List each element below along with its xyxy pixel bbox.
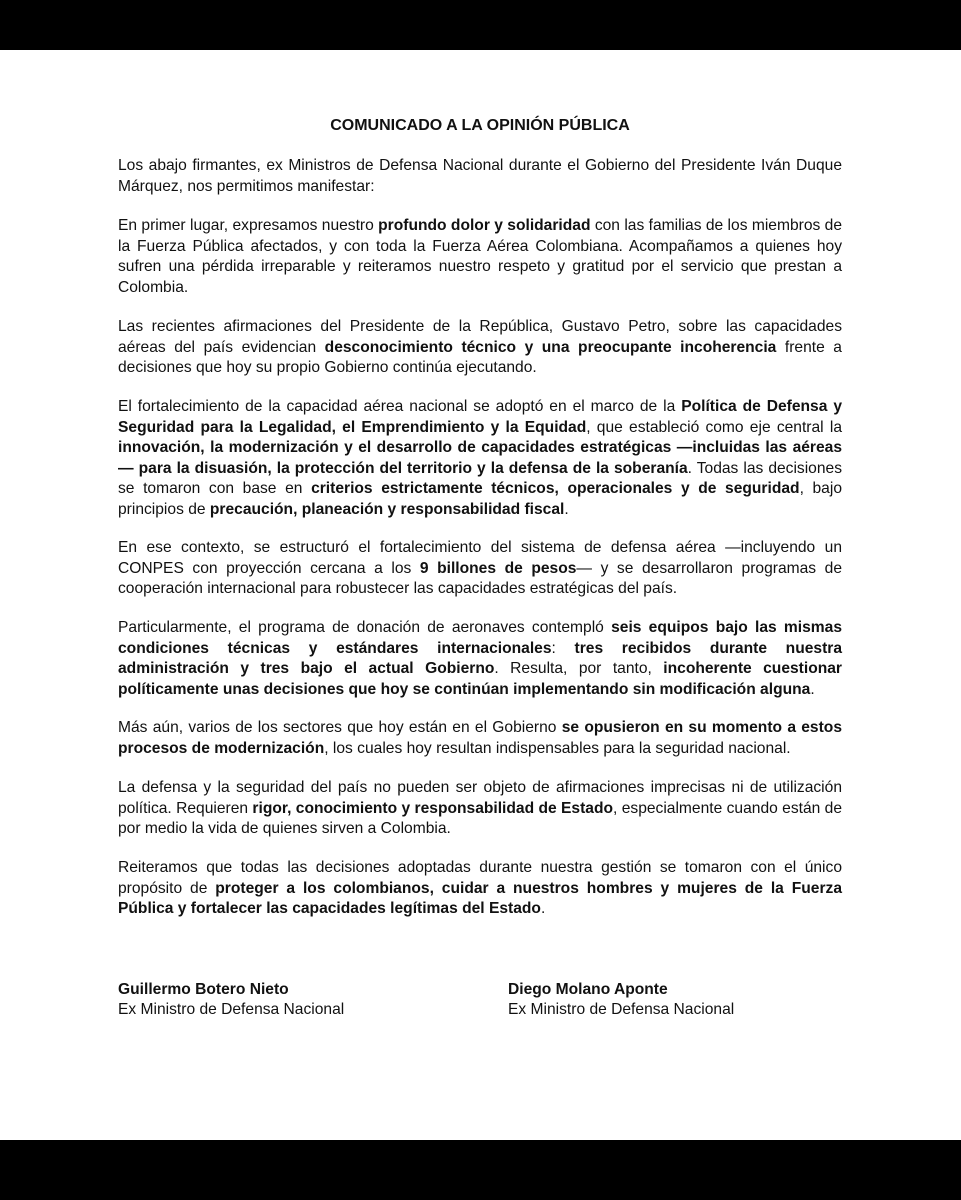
bold-text: seis equipos bajo las mismas condiciones técnicas y estándares internacionales <box>118 619 842 657</box>
paragraph-aircraft-donation <box>118 618 842 700</box>
signatory-1 <box>118 980 344 1020</box>
text-run: Las recientes afirmaciones del Presidente de la República, Gustavo Petro, sobre las capacidades aéreas del país evidencian <box>118 318 842 356</box>
text-run: , que estableció como eje central la <box>586 418 842 436</box>
paragraph-closing <box>118 858 842 920</box>
paragraph-intro <box>118 156 842 197</box>
text-run: , especialmente cuando están de por medio la vida de quienes sirven a Colombia. <box>118 799 843 837</box>
text-run: : <box>551 639 575 657</box>
text-run: Los abajo firmantes, ex Ministros de Defensa Nacional durante el Gobierno del Presidente Iván Duque Márquez, nos permitimos manifestar: <box>118 157 842 195</box>
signatory-1-name: Guillermo Botero Nieto <box>118 981 289 998</box>
text-run: . <box>564 500 569 518</box>
bold-text: innovación, la modernización y el desarrollo de capacidades estratégicas —incluidas las aéreas— para la disuasión, la protección del territorio y la defensa de la soberanía <box>118 439 842 477</box>
text-run: — y se desarrollaron programas de cooperación internacional para robustecer las capacidades estratégicas del país. <box>118 559 842 597</box>
text-run: . <box>810 680 815 698</box>
text-run: En ese contexto, se estructuró el fortalecimiento del sistema de defensa aérea —incluyendo un CONPES con proyección cercana a los <box>118 539 842 577</box>
document-page <box>0 50 961 1140</box>
bold-text: precaución, planeación y responsabilidad fiscal <box>209 500 565 518</box>
text-run: , los cuales hoy resultan indispensables para la seguridad nacional. <box>324 739 791 757</box>
text-run: . <box>540 900 546 917</box>
text-run: Más aún, varios de los sectores que hoy están en el Gobierno <box>118 719 562 736</box>
bold-text: Política de Defensa y Seguridad para la Legalidad, el Emprendimiento y la Equidad <box>118 398 842 436</box>
text-run: . Resulta, por tanto, <box>494 660 664 677</box>
document-title: COMUNICADO A LA OPINIÓN PÚBLICA <box>330 117 630 134</box>
text-run: . Todas las decisiones se tomaron con base en <box>118 459 842 497</box>
bold-text: desconocimiento técnico y una preocupante incoherencia <box>324 338 777 356</box>
signatory-2-name: Diego Molano Aponte <box>508 981 668 998</box>
paragraph-condolences <box>118 216 842 298</box>
text-run: El fortalecimiento de la capacidad aérea nacional se adoptó en el marco de la <box>118 398 682 415</box>
text-run: frente a decisiones que hoy su propio Gobierno continúa ejecutando. <box>118 338 842 376</box>
bold-text: incoherente cuestionar políticamente unas decisiones que hoy se continúan implementando sin modificación alguna <box>118 660 842 698</box>
paragraph-defense-policy <box>118 397 842 520</box>
bold-text: profundo dolor y solidaridad <box>378 217 591 234</box>
bold-text: proteger a los colombianos, cuidar a nuestros hombres y mujeres de la Fuerza Pública y fortalecer las capacidades legítimas del Estado <box>118 879 842 917</box>
text-run: Particularmente, el programa de donación de aeronaves contempló <box>118 619 612 636</box>
paragraph-opposition <box>118 718 842 759</box>
text-run: En primer lugar, expresamos nuestro <box>118 217 379 234</box>
text-run: , bajo principios de <box>118 480 842 518</box>
bold-text: criterios estrictamente técnicos, operacionales y de seguridad <box>311 480 800 497</box>
signatory-2-role: Ex Ministro de Defensa Nacional <box>508 1001 735 1018</box>
bold-text: se opusieron en su momento a estos procesos de modernización <box>118 719 842 757</box>
bold-text: tres recibidos durante nuestra administración y tres bajo el actual Gobierno <box>118 639 842 677</box>
text-run: Reiteramos que todas las decisiones adoptadas durante nuestra gestión se tomaron con el único propósito de <box>118 859 842 897</box>
text-run: La defensa y la seguridad del país no pueden ser objeto de afirmaciones imprecisas ni de utilización política. Requieren <box>118 779 842 817</box>
signatory-2 <box>508 980 734 1020</box>
bold-text: 9 billones de pesos <box>419 559 577 577</box>
paragraph-rigor <box>118 778 842 840</box>
signatory-1-role: Ex Ministro de Defensa Nacional <box>118 1001 345 1018</box>
text-run: con las familias de los miembros de la Fuerza Pública afectados, y con toda la Fuerza Aérea Colombiana. Acompañamos a quienes hoy sufren una pérdida irreparable y reiteramos nuestro respeto y gratitud por el servicio que prestan a Colombia. <box>118 217 843 296</box>
signature-block <box>118 980 842 1024</box>
paragraph-conpes <box>118 538 842 600</box>
bold-text: rigor, conocimiento y responsabilidad de Estado <box>252 799 614 817</box>
paragraph-president-statements <box>118 317 842 379</box>
